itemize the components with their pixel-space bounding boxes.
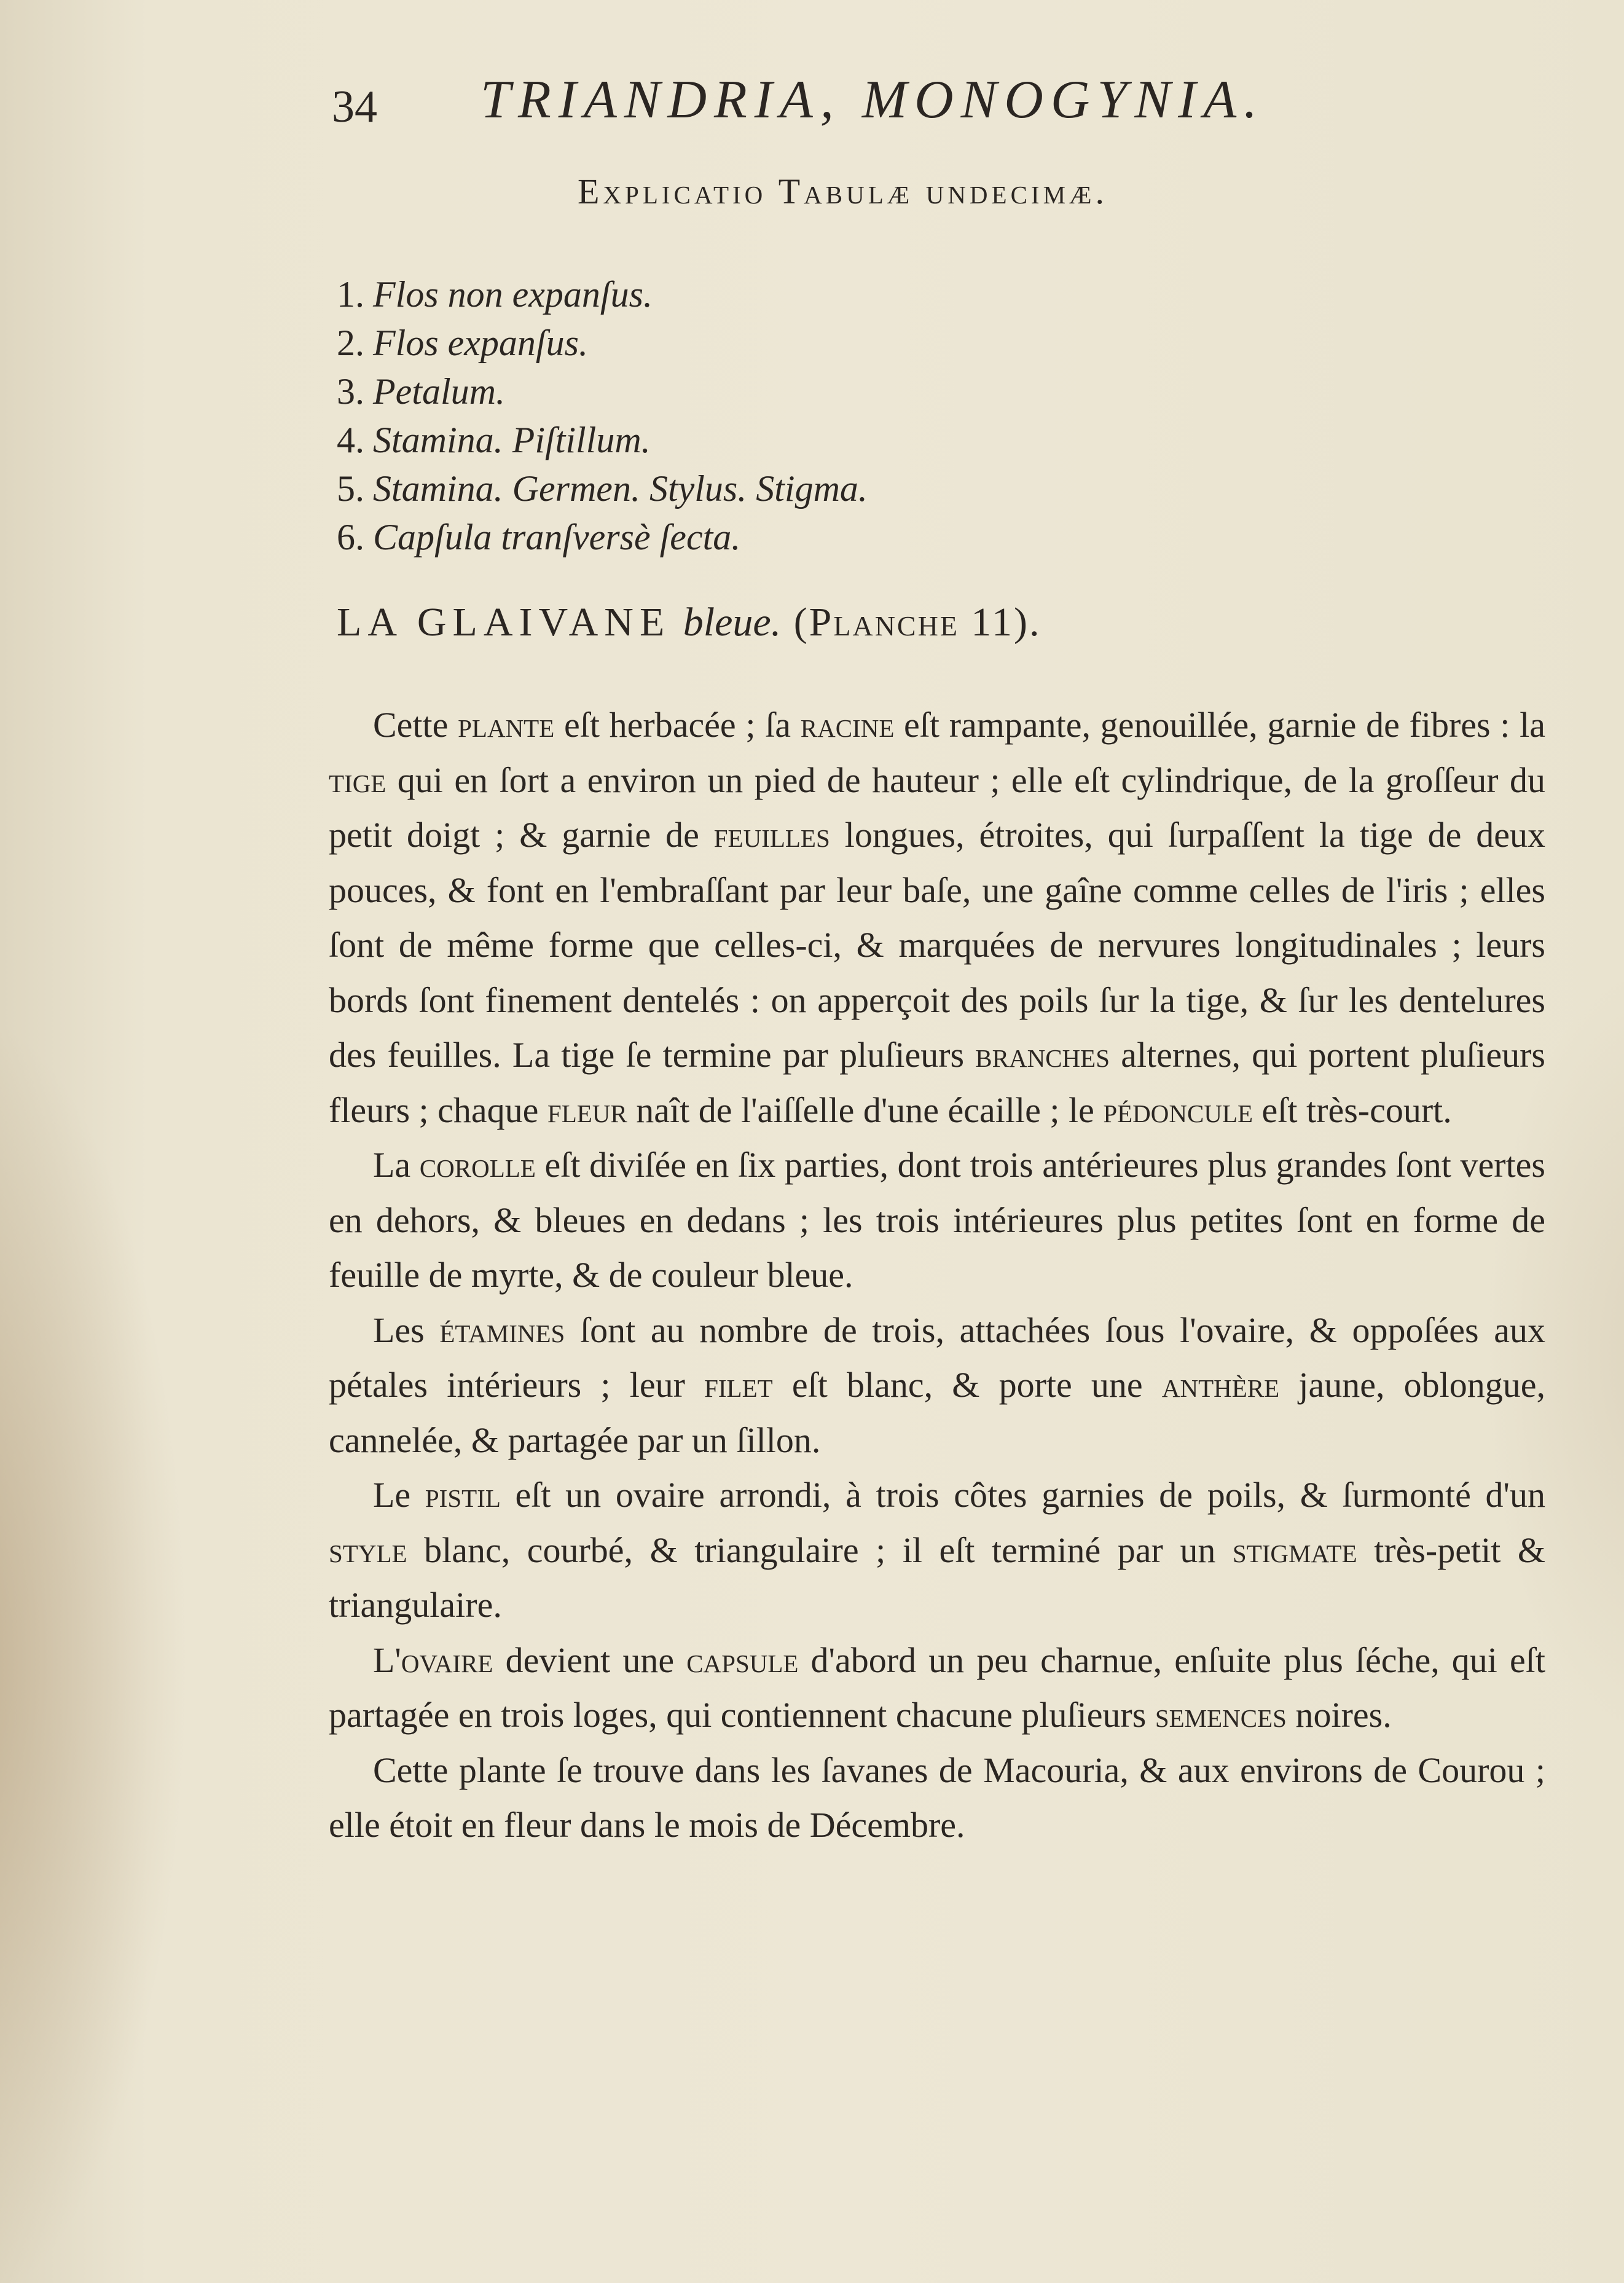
plate-explanation-list (337, 270, 1258, 562)
text-run: Cette plante ſe trouve dans les ſavanes de Macouria, & aux environs de Courou ; elle étoit en fleur dans le mois de Décembre. (329, 1750, 1545, 1845)
paragraph-habitat (329, 1743, 1545, 1853)
plate-reference: (Planche 11). (793, 600, 1041, 645)
text-run: eſt blanc, & porte une (772, 1365, 1162, 1405)
term-semences: semences (1155, 1695, 1287, 1735)
explanation-item (337, 465, 1258, 513)
paragraph-etamines (329, 1303, 1545, 1468)
term-etamines: étamines (439, 1310, 565, 1350)
paragraph-ovaire (329, 1633, 1545, 1743)
item-text: Flos expanſus. (373, 323, 588, 363)
text-run: longues, étroites, qui ſurpaſſent la tige de deux pouces, & font en l'embraſſant par leur baſe, une gaîne comme celles de l'iris ; elles ſont de même forme que celles-ci, & marquées de nervures longitudinales ; leurs bords ſont finement dentelés : on apperçoit des poils ſur la tige, & ſur les dentelures des feuilles. La tige ſe termine par pluſieurs (329, 815, 1545, 1075)
item-number: 5. (337, 468, 364, 509)
text-run: Cette (373, 705, 458, 745)
text-run: devient une (493, 1640, 687, 1680)
text-run: eſt diviſée en ſix parties, dont trois antérieures plus grandes ſont vertes en dehors, & bleues en dedans ; les trois intérieures plus petites ſont en forme de feuille de myrte, & de couleur bleue. (329, 1145, 1545, 1295)
text-run: ſont au nombre de trois, attachées ſous l'ovaire, & oppoſées aux pétales intérieurs ; leur (329, 1310, 1545, 1405)
description-body (329, 697, 1545, 1853)
explanation-item (337, 513, 1258, 562)
paragraph-pistil (329, 1468, 1545, 1633)
item-text: Stamina. Piſtillum. (373, 420, 651, 460)
explanation-item (337, 270, 1258, 319)
item-text: Petalum. (373, 371, 505, 412)
text-run: alternes, qui portent pluſieurs fleurs ; chaque (329, 1035, 1546, 1130)
term-plante: plante (458, 705, 555, 745)
paragraph-corolle (329, 1138, 1545, 1303)
term-filet: filet (704, 1365, 773, 1405)
species-genus: LA GLAIVANE (337, 600, 671, 645)
text-run: eſt rampante, genouillée, garnie de fibres : la (894, 705, 1545, 745)
explanation-item (337, 416, 1258, 465)
term-tige: tige (329, 760, 386, 800)
text-run: naît de l'aiſſelle d'une écaille ; le (627, 1090, 1104, 1130)
text-run: La (373, 1145, 420, 1185)
page-header (332, 69, 1426, 136)
item-text: Stamina. Germen. Stylus. Stigma. (373, 468, 868, 509)
text-run: blanc, courbé, & triangulaire ; il eſt terminé par un (407, 1530, 1233, 1570)
explanation-item (337, 319, 1258, 367)
running-title: TRIANDRIA, MONOGYNIA. (481, 70, 1265, 130)
text-run: eſt très-court. (1253, 1090, 1452, 1130)
item-number: 2. (337, 323, 364, 363)
text-run: Les (373, 1310, 440, 1350)
paragraph-plant (329, 697, 1545, 1138)
species-epithet: bleue. (683, 600, 782, 645)
explanation-item (337, 367, 1258, 416)
text-run: eſt herbacée ; ſa (554, 705, 801, 745)
item-text: Capſula tranſversè ſecta. (373, 517, 741, 557)
term-corolle: corolle (419, 1145, 536, 1185)
text-run: très-petit & triangulaire. (329, 1530, 1545, 1625)
term-style: style (329, 1530, 407, 1570)
item-number: 3. (337, 371, 364, 412)
term-capsule: capsule (686, 1640, 799, 1680)
item-number: 6. (337, 517, 364, 557)
term-feuilles: feuilles (713, 815, 830, 855)
term-anthere: anthère (1161, 1365, 1280, 1405)
text-run: L' (373, 1640, 401, 1680)
term-ovaire: ovaire (401, 1640, 493, 1680)
text-run: jaune, oblongue, cannelée, & partagée par un ſillon. (329, 1365, 1545, 1460)
text-run: d'abord un peu charnue, enſuite plus ſéche, qui eſt partagée en trois loges, qui contiennent chacune pluſieurs (329, 1640, 1545, 1735)
term-racine: racine (800, 705, 895, 745)
text-run: noires. (1286, 1695, 1392, 1735)
term-pedoncule: pédoncule (1103, 1090, 1253, 1130)
text-run: eſt un ovaire arrondi, à trois côtes garnies de poils, & ſurmonté d'un (500, 1475, 1546, 1515)
page-number: 34 (332, 82, 377, 132)
term-branches: branches (975, 1035, 1110, 1075)
term-fleur: fleur (547, 1090, 627, 1130)
plate-explanation-heading: Explicatio Tabulæ undecimæ. (578, 171, 1108, 211)
item-number: 4. (337, 420, 364, 460)
text-run: Le (373, 1475, 425, 1515)
item-number: 1. (337, 274, 364, 315)
text-run: qui en ſort a environ un pied de hauteur ; elle eſt cylindrique, de la groſſeur du petit doigt ; & garnie de (329, 760, 1545, 855)
species-heading (337, 599, 1041, 646)
term-stigmate: stigmate (1232, 1530, 1357, 1570)
item-text: Flos non expanſus. (373, 274, 653, 315)
term-pistil: pistil (425, 1475, 501, 1515)
